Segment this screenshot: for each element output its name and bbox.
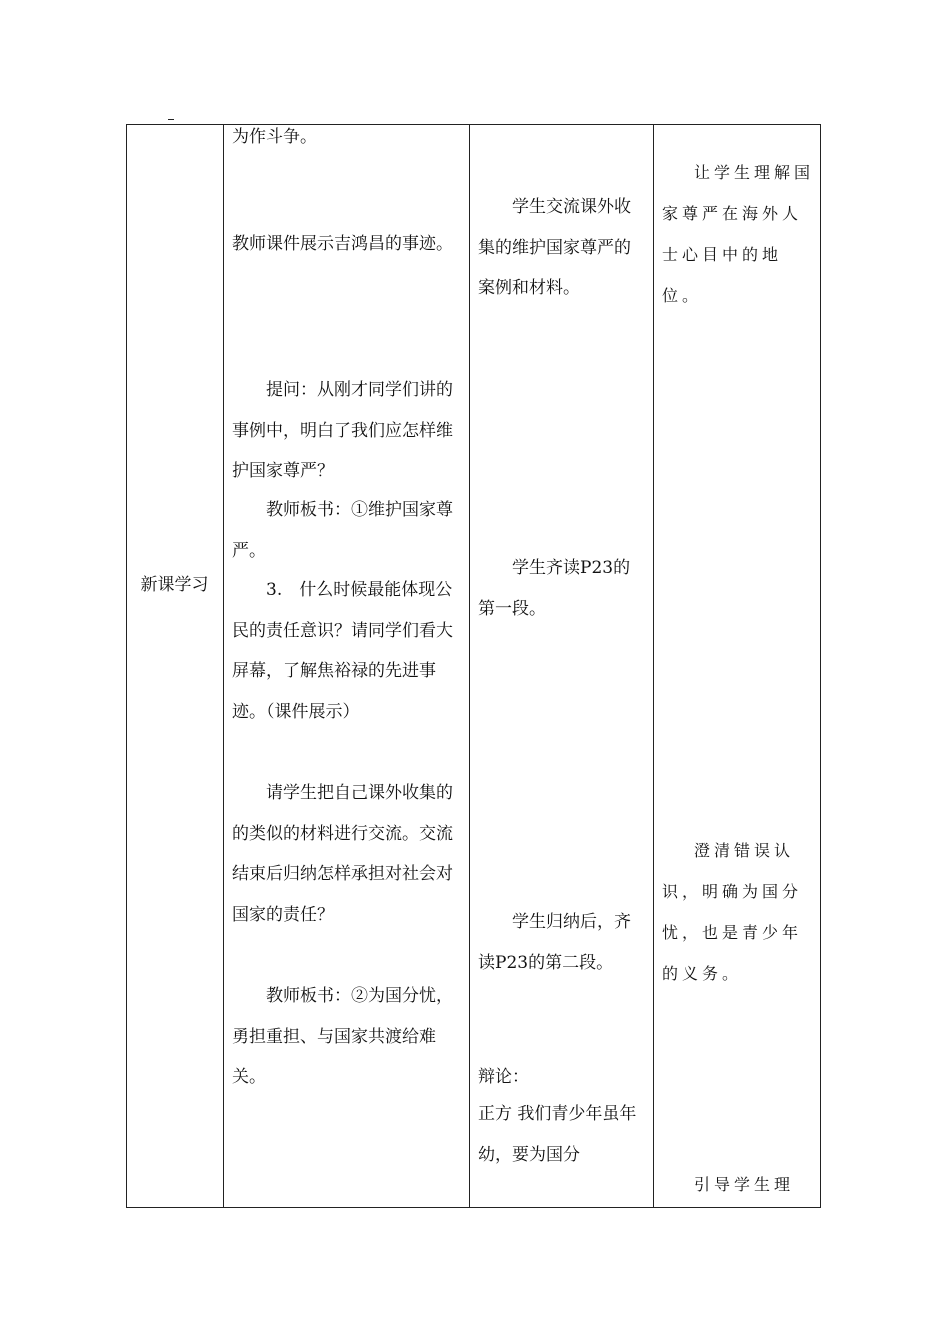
intent-text-2: 澄清错误认识，明确为国分忧，也是青少年的义务。 [662, 841, 803, 983]
teacher-text-1: 为作斗争。 [232, 127, 317, 147]
intent-text-3: 引导学生理 [694, 1175, 795, 1194]
teacher-text-7: 教师板书：②为国分忧，勇担重担、与国家共渡给难关。 [232, 986, 453, 1087]
student-text-4: 辩论： [478, 1067, 529, 1087]
column-divider-2 [469, 125, 470, 1207]
teacher-text-2: 教师课件展示吉鸿昌的事迹。 [232, 234, 453, 254]
column-divider-1 [223, 125, 224, 1207]
teacher-text-5: 3. 什么时候最能体现公民的责任意识？请同学们看大屏幕，了解焦裕禄的先进事迹。（课件展示） [232, 580, 453, 722]
column-divider-3 [653, 125, 654, 1207]
student-text-3: 学生归纳后，齐读P23的第二段。 [478, 912, 631, 973]
teacher-text-3: 提问：从刚才同学们讲的事例中，明白了我们应怎样维护国家尊严？ [232, 380, 453, 481]
student-text-2: 学生齐读P23的第一段。 [478, 558, 631, 619]
teacher-text-6: 请学生把自己课外收集的的类似的材料进行交流。交流结束后归纳怎样承担对社会对国家的责任？ [232, 783, 453, 925]
student-text-1: 学生交流课外收集的维护国家尊严的案例和材料。 [478, 197, 631, 298]
student-text-5: 正方 我们青少年虽年幼，要为国分 [478, 1104, 637, 1165]
teacher-text-4: 教师板书：①维护国家尊严。 [232, 500, 453, 561]
intent-text-1: 让学生理解国家尊严在海外人士心目中的地位。 [662, 163, 815, 305]
row-header: 新课学习 [140, 575, 209, 595]
